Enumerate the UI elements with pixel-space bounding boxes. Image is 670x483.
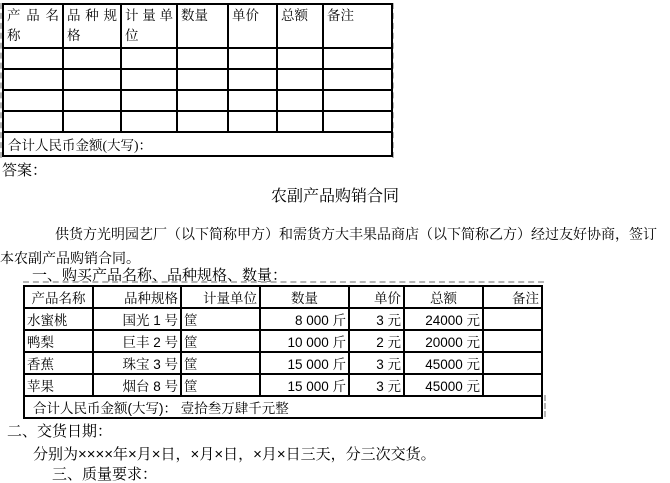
table-guide-footer-right <box>544 395 546 417</box>
cell-quantity: 15 000 斤 <box>260 374 349 396</box>
cell-spec: 巨丰 2 号 <box>93 330 181 352</box>
blank-table-footer-row <box>3 132 392 156</box>
cell-price: 2 元 <box>349 330 404 352</box>
section1-heading: 一、购买产品名称、品种规格、数量： <box>32 267 288 284</box>
cell-total: 20000 元 <box>404 330 483 352</box>
total-amount-value: 壹拾叁万肆千元整 <box>180 401 289 416</box>
blank-cell[interactable] <box>177 111 228 132</box>
cell-note <box>483 308 542 330</box>
cell-price: 3 元 <box>349 352 404 374</box>
header-cell-note: 备注 <box>323 4 392 48</box>
products-table-footer-row <box>24 396 542 418</box>
blank-table-header-row <box>3 4 392 48</box>
blank-cell[interactable] <box>323 69 392 90</box>
blank-table-row <box>3 90 392 111</box>
header-cell-quantity: 数量 <box>177 4 228 48</box>
intro-paragraph: 供货方光明园艺厂（以下简称甲方）和需货方大丰果品商店（以下简称乙方）经过友好协商，签订本农副产品购销合同。 <box>0 226 657 266</box>
blank-cell[interactable] <box>323 48 392 69</box>
header-cell-unit: 计量单位 <box>181 286 260 308</box>
blank-cell[interactable] <box>277 111 323 132</box>
header-cell-note: 备注 <box>483 286 542 308</box>
blank-total-amount-cell[interactable]: 合计人民币金额(大写)： <box>3 132 392 156</box>
blank-cell[interactable] <box>323 90 392 111</box>
blank-cell[interactable] <box>277 48 323 69</box>
blank-cell[interactable] <box>63 111 121 132</box>
header-cell-price: 单价 <box>349 286 404 308</box>
blank-cell[interactable] <box>121 69 177 90</box>
cell-spec: 珠宝 3 号 <box>93 352 181 374</box>
table-row <box>24 308 542 330</box>
cell-spec: 国光 1 号 <box>93 308 181 330</box>
cell-unit: 筐 <box>181 352 260 374</box>
blank-cell[interactable] <box>121 90 177 111</box>
blank-table-row <box>3 111 392 132</box>
section2-body: 分别为××××年×月×日，×月×日，×月×日三天，分三次交货。 <box>33 446 436 463</box>
cell-product-name: 香蕉 <box>24 352 93 374</box>
cell-price: 3 元 <box>349 308 404 330</box>
blank-cell[interactable] <box>63 69 121 90</box>
cell-note <box>483 374 542 396</box>
blank-cell[interactable] <box>3 48 63 69</box>
header-cell-price: 单价 <box>228 4 277 48</box>
blank-cell[interactable] <box>121 111 177 132</box>
header-cell-product-name: 产品名称 <box>24 286 93 308</box>
table-row <box>24 374 542 396</box>
cell-product-name: 鸭梨 <box>24 330 93 352</box>
cell-unit: 筐 <box>181 330 260 352</box>
header-cell-spec: 品种规格 <box>93 286 181 308</box>
cell-spec: 烟台 8 号 <box>93 374 181 396</box>
section2-heading: 二、交货日期： <box>7 423 113 440</box>
header-cell-spec: 品种规格 <box>63 4 121 48</box>
blank-cell[interactable] <box>63 90 121 111</box>
cell-unit: 筐 <box>181 374 260 396</box>
cell-note <box>483 330 542 352</box>
cell-total: 24000 元 <box>404 308 483 330</box>
blank-cell[interactable] <box>277 90 323 111</box>
blank-cell[interactable] <box>3 69 63 90</box>
blank-cell[interactable] <box>228 69 277 90</box>
header-cell-quantity: 数量 <box>260 286 349 308</box>
total-amount-label: 合计人民币金额(大写)： <box>33 401 177 416</box>
table-row <box>24 330 542 352</box>
blank-cell[interactable] <box>3 111 63 132</box>
header-cell-total: 总额 <box>404 286 483 308</box>
blank-cell[interactable] <box>3 90 63 111</box>
blank-cell[interactable] <box>228 90 277 111</box>
blank-table-row <box>3 48 392 69</box>
cell-total: 45000 元 <box>404 374 483 396</box>
blank-cell[interactable] <box>177 90 228 111</box>
section3-heading: 三、质量要求： <box>52 466 158 483</box>
products-table-header-row <box>24 286 542 308</box>
cell-quantity: 15 000 斤 <box>260 352 349 374</box>
blank-cell[interactable] <box>323 111 392 132</box>
cell-quantity: 8 000 斤 <box>260 308 349 330</box>
cell-quantity: 10 000 斤 <box>260 330 349 352</box>
cell-product-name: 苹果 <box>24 374 93 396</box>
blank-products-table <box>2 3 393 157</box>
table-guide-top <box>23 281 544 283</box>
answer-label: 答案： <box>2 162 48 179</box>
blank-cell[interactable] <box>177 48 228 69</box>
blank-cell[interactable] <box>277 69 323 90</box>
blank-cell[interactable] <box>63 48 121 69</box>
header-cell-product-name: 产品名称 <box>3 4 63 48</box>
cell-unit: 筐 <box>181 308 260 330</box>
cell-price: 3 元 <box>349 374 404 396</box>
blank-cell[interactable] <box>121 48 177 69</box>
header-cell-total: 总额 <box>277 4 323 48</box>
total-amount-cell <box>24 396 542 418</box>
products-table <box>23 285 543 419</box>
header-cell-unit: 计量单位 <box>121 4 177 48</box>
cell-product-name: 水蜜桃 <box>24 308 93 330</box>
table-row <box>24 352 542 374</box>
cell-note <box>483 352 542 374</box>
blank-cell[interactable] <box>228 111 277 132</box>
blank-cell[interactable] <box>177 69 228 90</box>
cell-total: 45000 元 <box>404 352 483 374</box>
contract-title: 农副产品购销合同 <box>270 188 399 205</box>
blank-table-row <box>3 69 392 90</box>
blank-cell[interactable] <box>228 48 277 69</box>
